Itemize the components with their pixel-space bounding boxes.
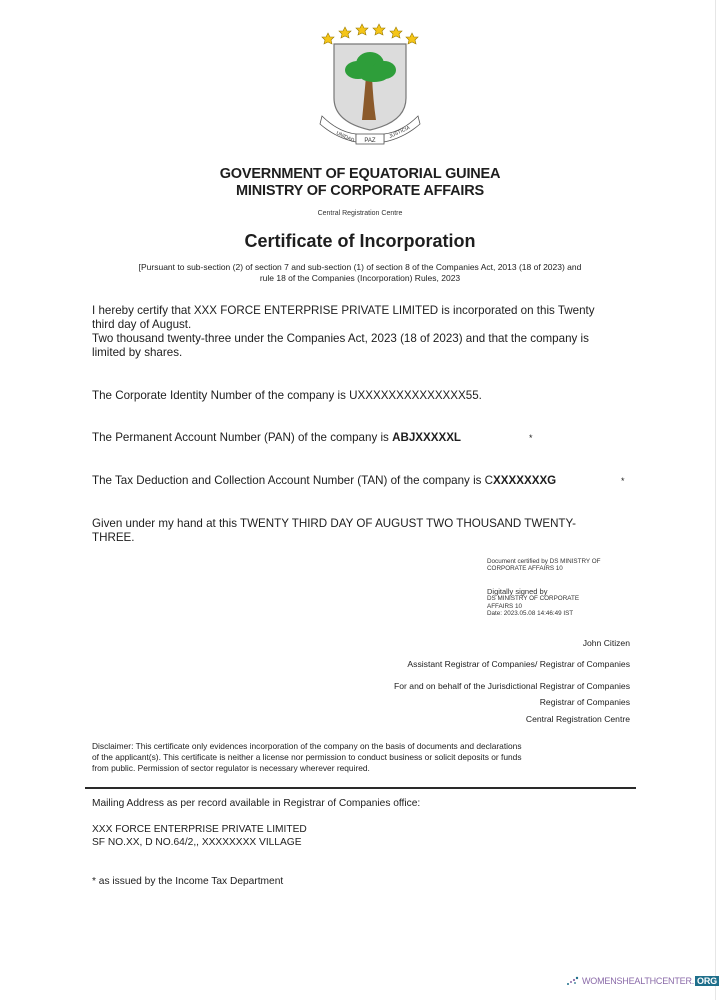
tan-value: XXXXXXXG [493, 474, 557, 487]
svg-text:PAZ: PAZ [364, 138, 376, 144]
pan-asterisk: * [529, 433, 533, 443]
registration-centre: Central Registration Centre [525, 714, 630, 724]
tan-statement: The Tax Deduction and Collection Account Number (TAN) of the company is CXXXXXXXG * [92, 474, 625, 487]
certification-paragraph: I hereby certify that XXX FORCE ENTERPRISE PRIVATE LIMITED is incorporated on this Twenty third day of August. Two thousand twenty-three under the Companies Act, 2023 (18 of 2023) and that the company is limited by shares. [92, 304, 595, 359]
signatory-role: Assistant Registrar of Companies/ Registrar of Companies [407, 659, 630, 669]
given-under-hand-statement: Given under my hand at this TWENTY THIRD DAY OF AUGUST TWO THOUSAND TWENTY- THREE. [92, 517, 577, 544]
certificate-title: Certificate of Incorporation [244, 231, 476, 251]
signatory-name: John Citizen [582, 638, 630, 648]
mailing-address: XXX FORCE ENTERPRISE PRIVATE LIMITED SF NO.XX, D NO.64/2,, XXXXXXXX VILLAGE [92, 824, 307, 848]
svg-text:JUSTICIA: JUSTICIA [388, 124, 411, 140]
pursuant-clause: [Pursuant to sub-section (2) of section 7 and sub-section (1) of section 8 of the Companies Act, 2013 (18 of 2023) and rule 18 of the Companies (Incorporation) Rules, 2023 [138, 262, 582, 283]
registration-centre-label: Central Registration Centre [317, 210, 403, 217]
disclaimer-text: Disclaimer: This certificate only evidences incorporation of the company on the basis of documents and declarations of the applicant(s). This certificate is neither a license nor permission to conduct business or solicit deposits or funds from public. Permission of sector regulator is necessary wherever required. [92, 741, 522, 773]
registrar-office: Registrar of Companies [539, 697, 630, 707]
page-edge [715, 0, 716, 1000]
on-behalf-line: For and on behalf of the Jurisdictional Registrar of Companies [394, 681, 630, 691]
section-divider [85, 787, 636, 789]
mailing-address-heading: Mailing Address as per record available in Registrar of Companies office: [92, 798, 421, 809]
watermark-logo: WOMENSHEALTHCENTER. ORG [566, 976, 719, 986]
tan-asterisk: * [621, 476, 625, 486]
digital-signature-stamp: Digitally signed by DS MINISTRY OF CORPORATE AFFAIRS 10 Date: 2023.05.08 14:46:49 IST [487, 587, 580, 617]
ministry-title: MINISTRY OF CORPORATE AFFAIRS [236, 183, 484, 199]
org-badge: ORG [697, 976, 717, 986]
pan-value: ABJXXXXXL [392, 431, 462, 444]
coat-of-arms-emblem [318, 20, 422, 150]
document-certified-note: Document certified by DS MINISTRY OF CORPORATE AFFAIRS 10 [487, 558, 601, 573]
stars-icon [322, 24, 418, 44]
cin-statement: The Corporate Identity Number of the company is UXXXXXXXXXXXXXX55. [92, 389, 482, 402]
dots-logo-icon [566, 976, 580, 986]
pan-statement: The Permanent Account Number (PAN) of the company is ABJXXXXXL * [92, 431, 533, 444]
svg-text:UNIDAD: UNIDAD [335, 130, 356, 144]
government-title: GOVERNMENT OF EQUATORIAL GUINEA [219, 166, 501, 182]
tax-footnote: * as issued by the Income Tax Department [92, 876, 284, 887]
